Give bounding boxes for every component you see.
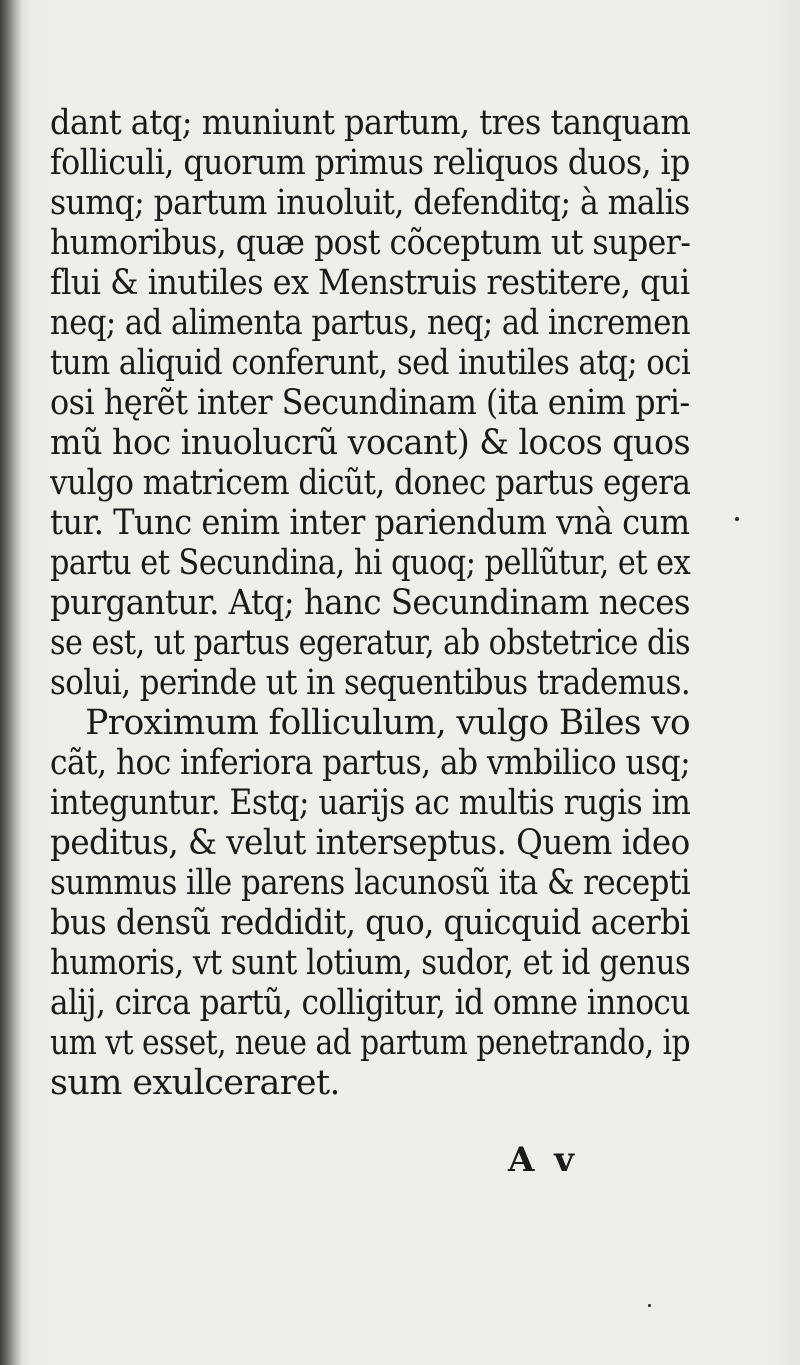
text-line: humoris, vt sunt lotium, sudor, et id genus	[50, 943, 691, 983]
text-line: alij, circa partũ, colligitur, id omne innocu	[50, 983, 690, 1023]
text-block	[50, 103, 690, 1103]
text-line: solui, perinde ut in sequentibus trademus.	[50, 663, 691, 703]
text-line: purgantur. Atq; hanc Secundinam neces	[50, 583, 690, 623]
text-line-indented: Proximum folliculum, vulgo Biles vo	[85, 703, 691, 743]
text-line: summus ille parens lacunosũ ita & recepti	[50, 863, 691, 903]
text-line: peditus, & velut interseptus. Quem ideo	[50, 823, 690, 863]
text-line: mũ hoc inuolucrũ vocant) & locos quos	[50, 423, 691, 463]
text-line: neq; ad alimenta partus, neq; ad incremen	[50, 303, 691, 343]
text-line: sumq; partum inuoluit, defenditq; à malis	[50, 183, 690, 223]
text-line: partu et Secundina, hi quoq; pellũtur, et ex	[50, 543, 691, 583]
text-line: um vt esset, neue ad partum penetrando, ip	[50, 1023, 691, 1063]
page-gutter	[0, 0, 22, 1365]
paper-speck	[735, 517, 739, 521]
text-line: sum exulceraret.	[50, 1063, 340, 1103]
text-line: tur. Tunc enim inter pariendum vnà cum	[50, 503, 690, 543]
text-line: se est, ut partus egeratur, ab obstetrice dis	[50, 623, 691, 663]
text-line: osi hęrẽt inter Secundinam (ita enim pri-	[50, 383, 690, 423]
text-line: bus densũ reddidit, quo, quicquid acerbi	[50, 903, 690, 943]
text-line: flui & inutiles ex Menstruis restitere, qui	[50, 263, 690, 303]
text-line: tum aliquid conferunt, sed inutiles atq; oci	[50, 343, 691, 383]
paper-speck	[648, 1304, 651, 1307]
text-line: cãt, hoc inferiora partus, ab vmbilico usq;	[50, 743, 691, 783]
text-line: dant atq; muniunt partum, tres tanquam	[50, 103, 691, 143]
signature-mark: A v	[508, 1140, 578, 1180]
text-line: humoribus, quæ post cõceptum ut super-	[50, 223, 691, 263]
text-line: vulgo matricem dicũt, donec partus egera	[50, 463, 691, 503]
text-line: folliculi, quorum primus reliquos duos, ip	[50, 143, 690, 183]
text-line: integuntur. Estq; uarijs ac multis rugis im	[50, 783, 691, 823]
